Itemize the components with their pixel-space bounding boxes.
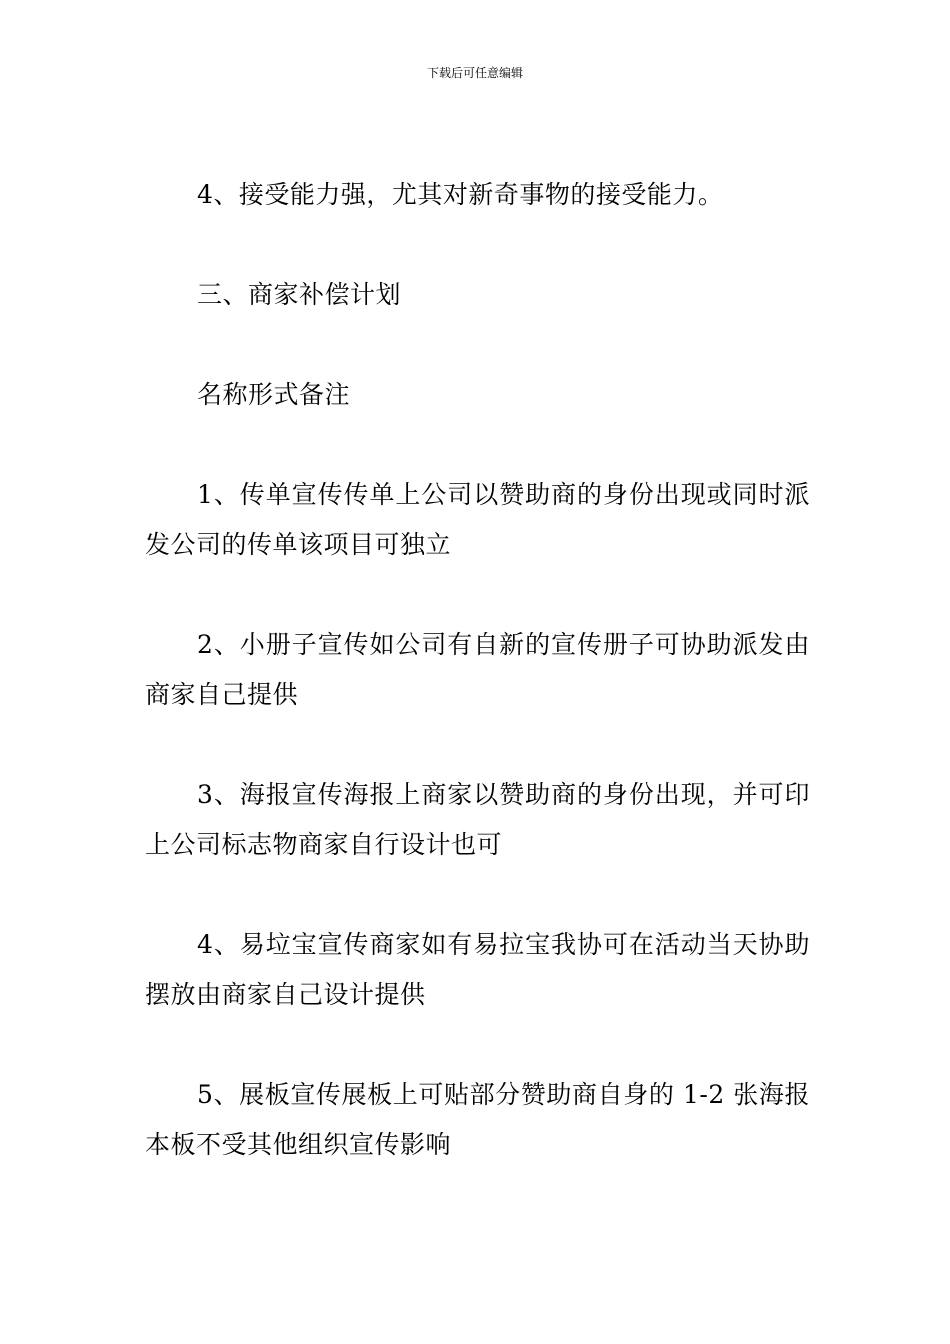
document-body	[145, 170, 810, 1220]
list-item-rollup-banner: 4、易垃宝宣传商家如有易拉宝我协可在活动当天协助摆放由商家自己设计提供	[145, 930, 810, 1009]
list-item-poster: 3、海报宣传海报上商家以赞助商的身份出现，并可印上公司标志物商家自行设计也可	[145, 780, 810, 859]
paragraph-receptivity: 4、接受能力强，尤其对新奇事物的接受能力。	[197, 180, 724, 209]
list-item-display-board: 5、展板宣传展板上可贴部分赞助商自身的 1-2 张海报本板不受其他组织宣传影响	[145, 1080, 810, 1159]
table-header-line: 名称形式备注	[197, 380, 351, 409]
list-item-brochure: 2、小册子宣传如公司有自新的宣传册子可协助派发由商家自己提供	[145, 630, 810, 709]
list-item-flyer: 1、传单宣传传单上公司以赞助商的身份出现或同时派发公司的传单该项目可独立	[145, 480, 810, 559]
page-header-note: 下载后可任意编辑	[426, 66, 523, 80]
section-heading-merchant-compensation: 三、商家补偿计划	[197, 280, 402, 309]
